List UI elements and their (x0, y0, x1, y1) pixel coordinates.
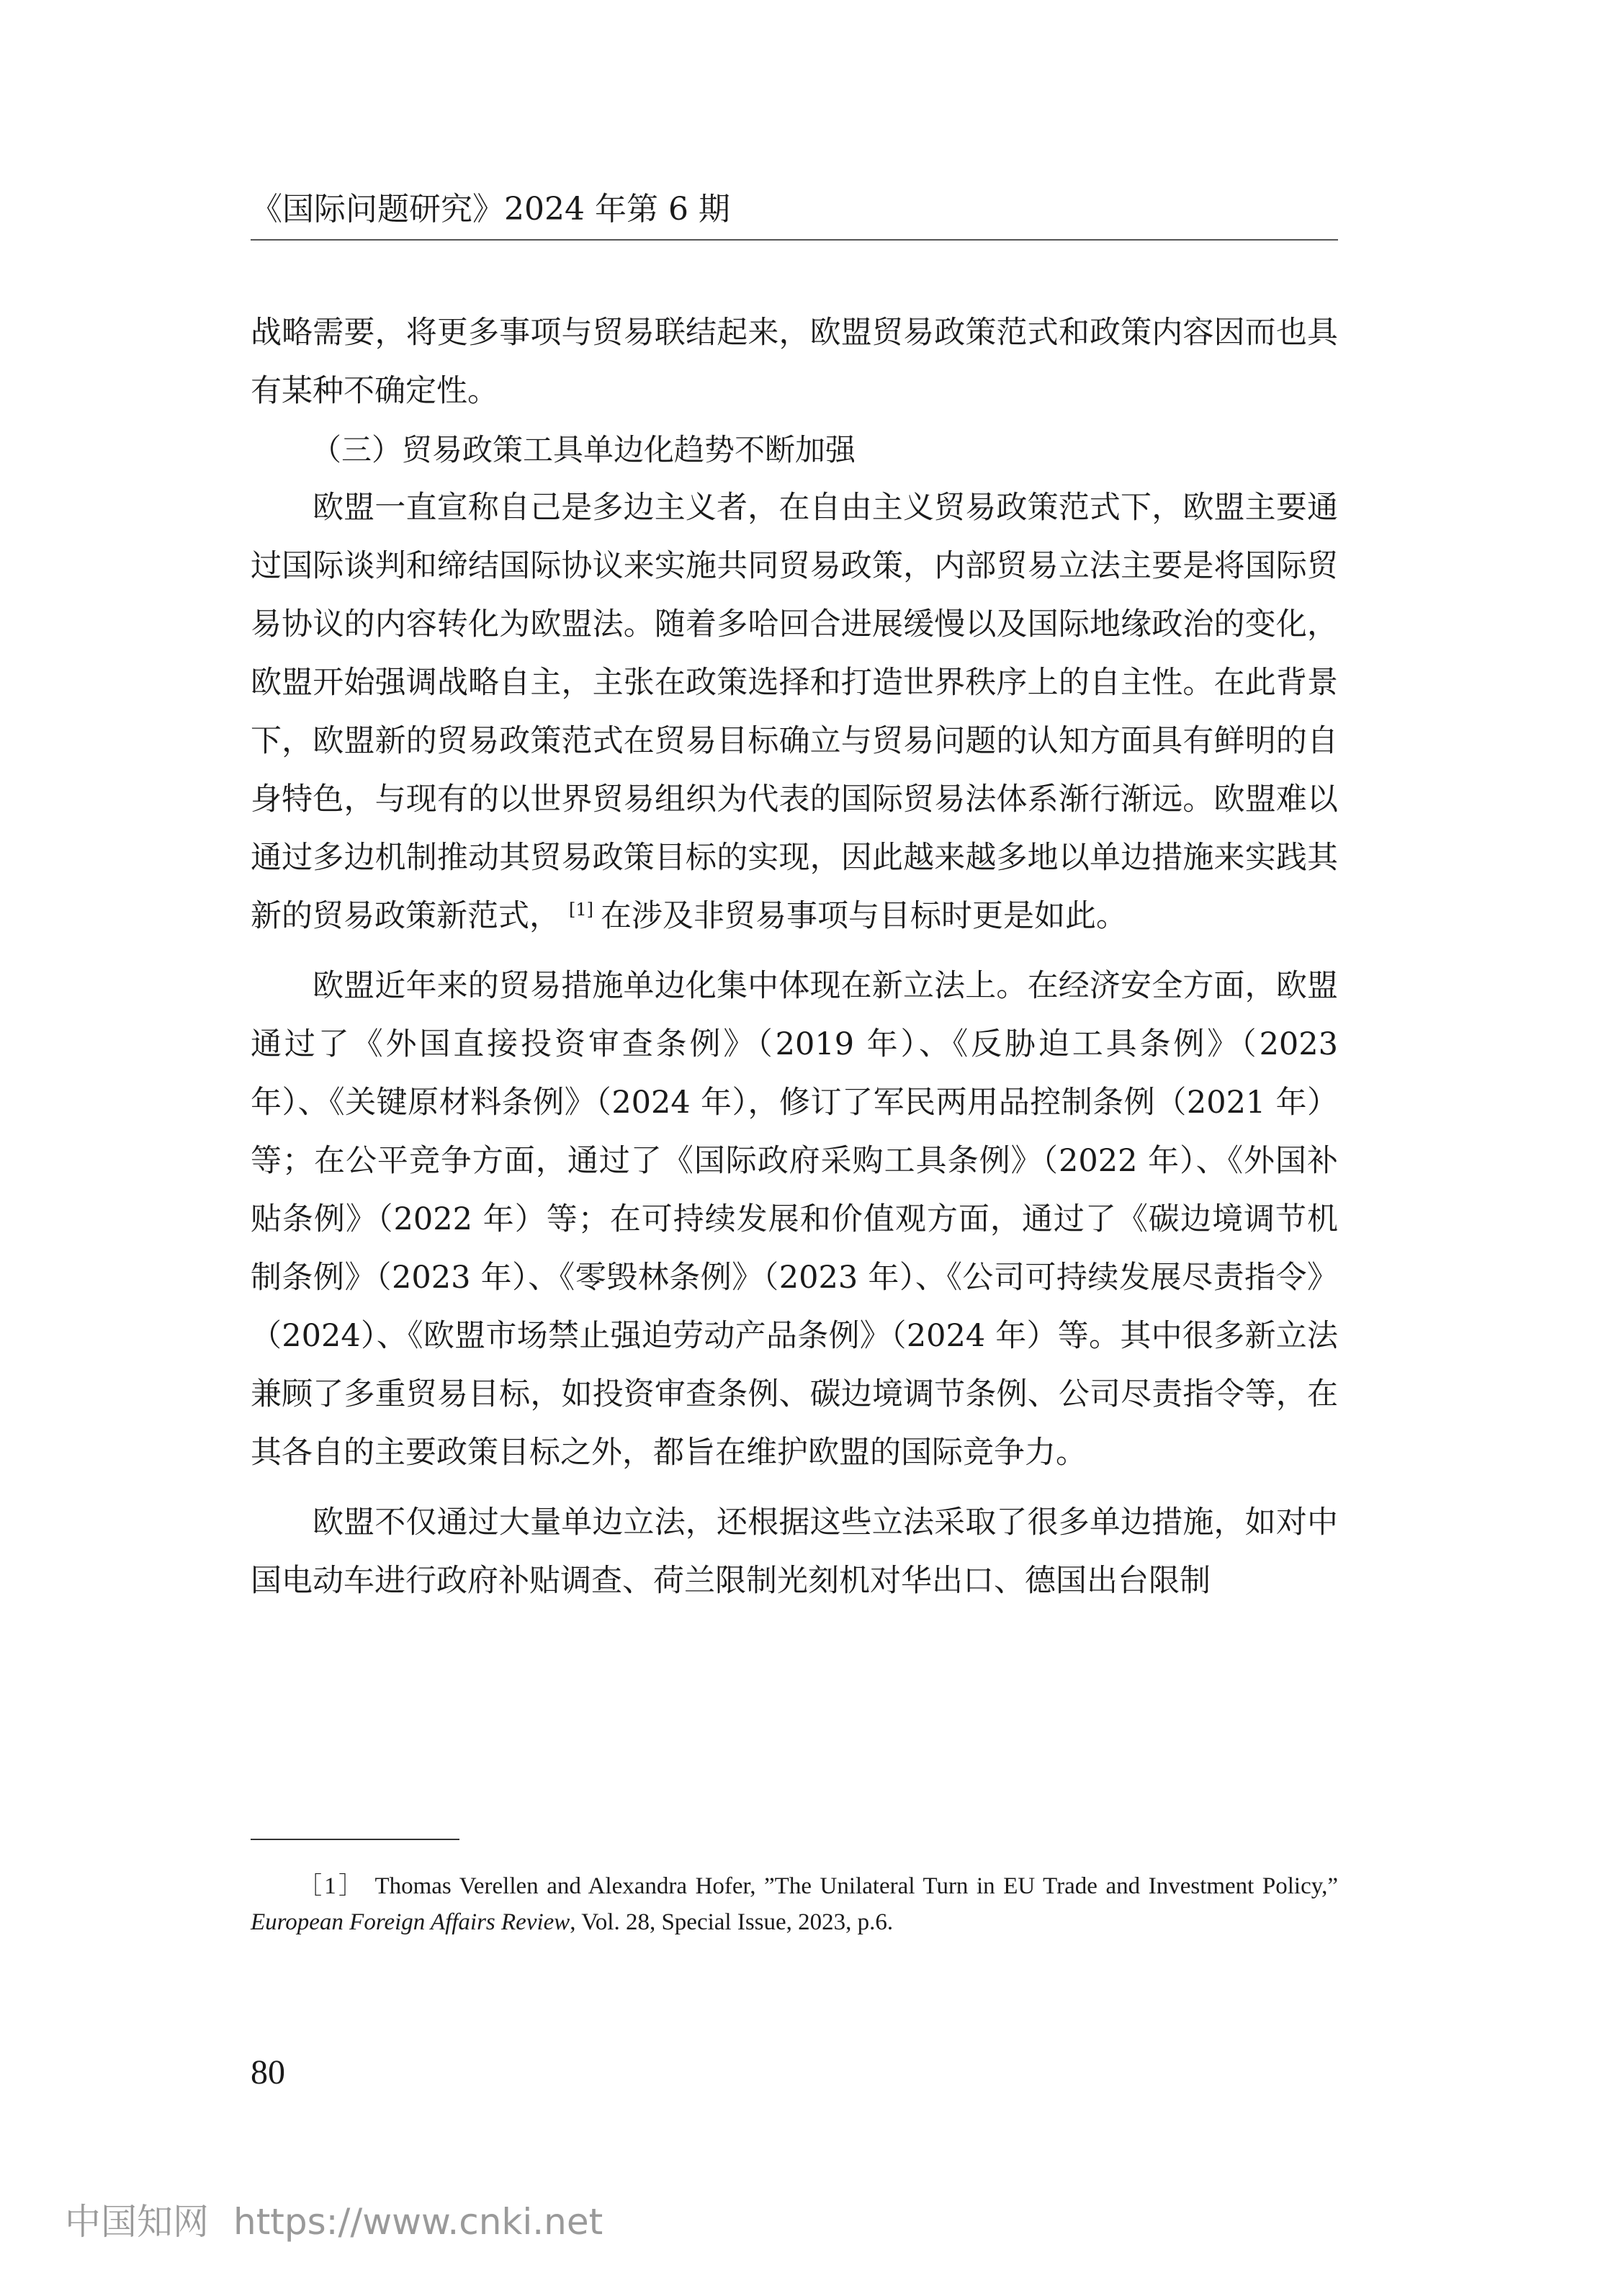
footnote-marker: ［1］ (298, 1873, 365, 1899)
section-heading: （三）贸易政策工具单边化趋势不断加强 (311, 432, 856, 467)
footnote-journal: European Foreign Affairs Review (251, 1909, 570, 1935)
header-rule (251, 239, 1338, 241)
paragraph-continuation: 战略需要，将更多事项与贸易联结起来，欧盟贸易政策范式和政策内容因而也具有某种不确定性。 (251, 315, 1338, 409)
footnote (251, 1868, 1338, 1940)
footnote-authors-title: Thomas Verellen and Alexandra Hofer, ”The Unilateral Turn in EU Trade and Investment Policy,” (374, 1873, 1339, 1899)
paragraph-legislation: 欧盟近年来的贸易措施单边化集中体现在新立法上。在经济安全方面，欧盟通过了《外国直接投资审查条例》（2019 年）、《反胁迫工具条例》（2023 年）、《关键原材料条例》（2024 年），修订了军民两用品控制条例（2021 年）等；在公平竞争方面，通过了《国际政府采购工具条例》（2022 年）、《外国补贴条例》（2022 年）等；在可持续发展和价值观方面，通过了《碳边境调节机制条例》（2023 年）、《零毁林条例》（2023 年）、《公司可持续发展尽责指令》（2024）、《欧盟市场禁止强迫劳动产品条例》（2024 年）等。其中很多新立法兼顾了多重贸易目标，如投资审查条例、碳边境调节条例、公司尽责指令等，在其各自的主要政策目标之外，都旨在维护欧盟的国际竞争力。 (251, 968, 1338, 1471)
footnote-reference[interactable]: [1] (569, 899, 593, 920)
page-number: 80 (251, 2053, 285, 2091)
watermark-url[interactable]: https://www.cnki.net (233, 2201, 603, 2243)
running-header: 《国际问题研究》2024 年第 6 期 (251, 191, 730, 228)
body-text (251, 304, 1338, 1610)
paragraph-text: 在涉及非贸易事项与目标时更是如此。 (601, 898, 1127, 934)
paragraph-text: 欧盟一直宣称自己是多边主义者，在自由主义贸易政策范式下，欧盟主要通过国际谈判和缔结国际协议来实施共同贸易政策，内部贸易立法主要是将国际贸易协议的内容转化为欧盟法。随着多哈回合进展缓慢以及国际地缘政治的变化，欧盟开始强调战略自主，主张在政策选择和打造世界秩序上的自主性。在此背景下，欧盟新的贸易政策范式在贸易目标确立与贸易问题的认知方面具有鲜明的自身特色，与现有的以世界贸易组织为代表的国际贸易法体系渐行渐远。欧盟难以通过多边机制推动其贸易政策目标的实现，因此越来越多地以单边措施来实践其新的贸易政策新范式， (251, 490, 1338, 934)
footnote-rule (251, 1839, 459, 1840)
watermark-brand: 中国知网 (65, 2201, 209, 2243)
paragraph-multilateralism (251, 479, 1338, 946)
watermark (65, 2197, 603, 2247)
paragraph-measures: 欧盟不仅通过大量单边立法，还根据这些立法采取了很多单边措施，如对中国电动车进行政府补贴调查、荷兰限制光刻机对华出口、德国出台限制 (251, 1504, 1338, 1599)
footnote-details: , Vol. 28, Special Issue, 2023, p.6. (570, 1909, 894, 1935)
